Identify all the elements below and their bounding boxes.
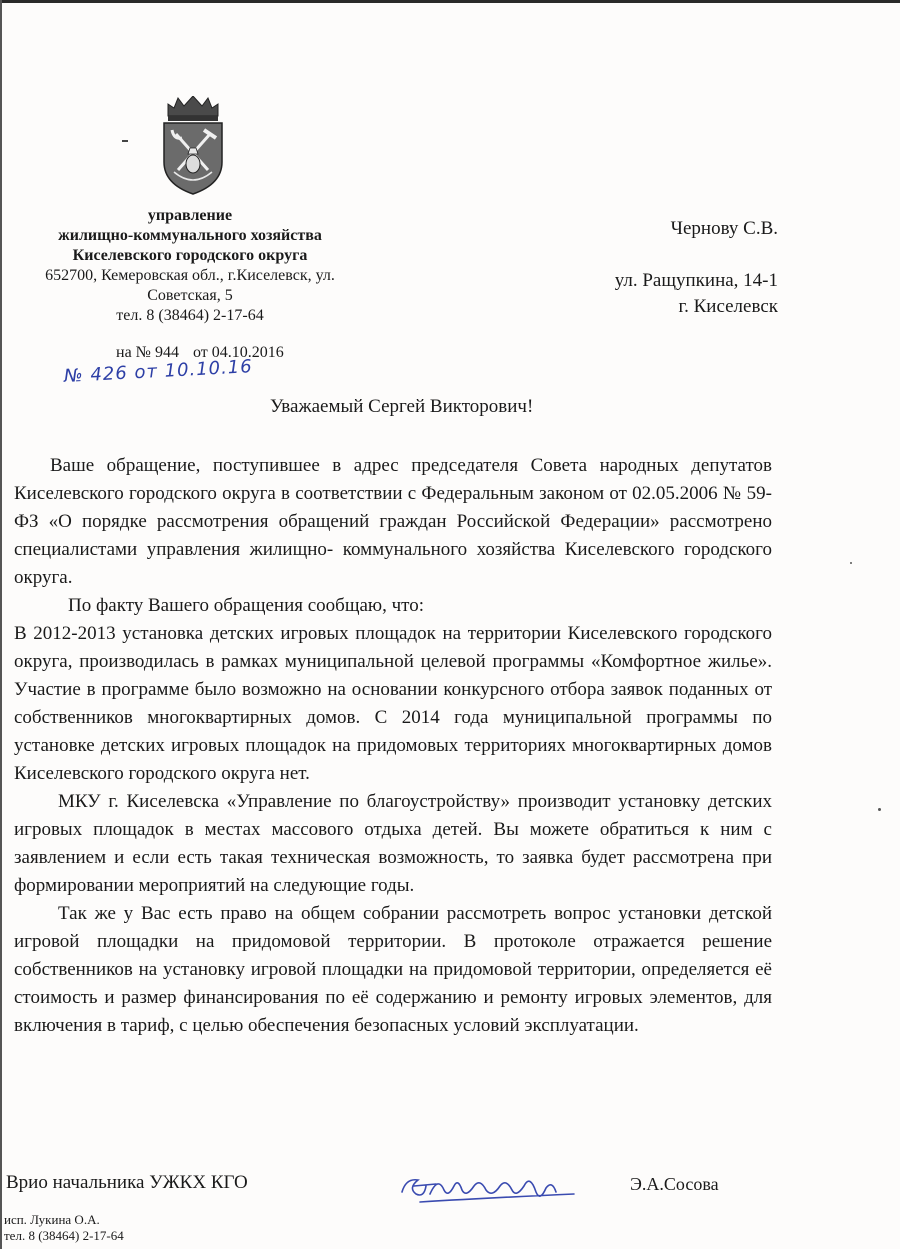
recipient-city: г. Киселевск — [678, 296, 778, 317]
paragraph-3: В 2012-2013 установка детских игровых площадок на территории Киселевского городского округа, производилась в рамках муниципальной целевой программы «Комфортное жилье». Участие в программе было возможно на основании конкурсного отбора заявок поданных от собственников многоквартирных домов. С 2014 года муниципальной программы по установке детских игровых площадок на придомовых территориях многоквартирных домов Киселевского городского округа нет. — [14, 623, 772, 784]
scan-mark — [122, 140, 128, 142]
sender-org-line2: жилищно-коммунального хозяйства — [58, 227, 322, 244]
paragraph-1: Ваше обращение, поступившее в адрес председателя Совета народных депутатов Киселевского городского округа в соответствии с Федеральным законом от 02.05.2006 № 59-ФЗ «О порядке рассмотрения обращений граждан Российской Федерации» рассмотрено специалистами управления жилищно- коммунального хозяйства Киселевского городского округа. — [14, 455, 772, 588]
signatory-name: Э.А.Сосова — [630, 1174, 719, 1194]
sender-org-line1: управление — [147, 207, 233, 224]
reference-number: 944 — [154, 344, 179, 361]
recipient-street: ул. Ращупкина, 14-1 — [614, 270, 778, 291]
paragraph-5: Так же у Вас есть право на общем собрании рассмотреть вопрос установки детской игровой площадки на придомовой территории. В протоколе отражается решение собственников на установку игровой площадки на придомовой территории, определяется её стоимость и размер финансирования по её содержанию и ремонту игровых элементов, для включения в тариф, с целью обеспечения безопасных условий эксплуатации. — [14, 903, 772, 1036]
reference-from: от — [192, 344, 208, 361]
footer-block — [4, 1212, 124, 1244]
sender-phone: тел. 8 (38464) 2-17-64 — [116, 307, 264, 324]
letter-body — [14, 452, 772, 1040]
sender-org-line3: Киселевского городского округа — [72, 247, 308, 264]
scan-speck — [850, 562, 852, 564]
scan-speck — [878, 808, 881, 811]
recipient-name: Чернову С.В. — [670, 218, 778, 239]
reference-prefix: на № — [116, 344, 151, 361]
signatory-title: Врио начальника УЖКХ КГО — [6, 1172, 248, 1193]
recipient-block — [615, 216, 778, 320]
paragraph-4: МКУ г. Киселевска «Управление по благоустройству» производит установку детских игровых площадок в местах массового отдыха детей. Вы можете обратиться к ним с заявлением и если есть такая техническая возможность, то заявка будет рассмотрена при формировании мероприятий на следующие годы. — [14, 791, 772, 896]
sender-block — [10, 206, 370, 326]
scan-edge-left — [0, 0, 2, 1249]
footer-executor: исп. Лукина О.А. — [4, 1212, 100, 1227]
handwritten-signature-icon — [396, 1164, 596, 1214]
footer-phone: тел. 8 (38464) 2-17-64 — [4, 1228, 124, 1243]
paragraph-2: По факту Вашего обращения сообщаю, что: — [68, 595, 424, 616]
scan-edge-top — [0, 0, 900, 3]
coat-of-arms-icon — [160, 96, 226, 196]
reference-date: 04.10.2016 — [211, 344, 284, 361]
handwritten-registration: № 426 от 10.10.16 — [63, 356, 254, 387]
sender-address-line2: Советская, 5 — [147, 287, 233, 304]
sender-address-line1: 652700, Кемеровская обл., г.Киселевск, ул. — [45, 267, 335, 284]
greeting: Уважаемый Сергей Викторович! — [270, 396, 534, 417]
